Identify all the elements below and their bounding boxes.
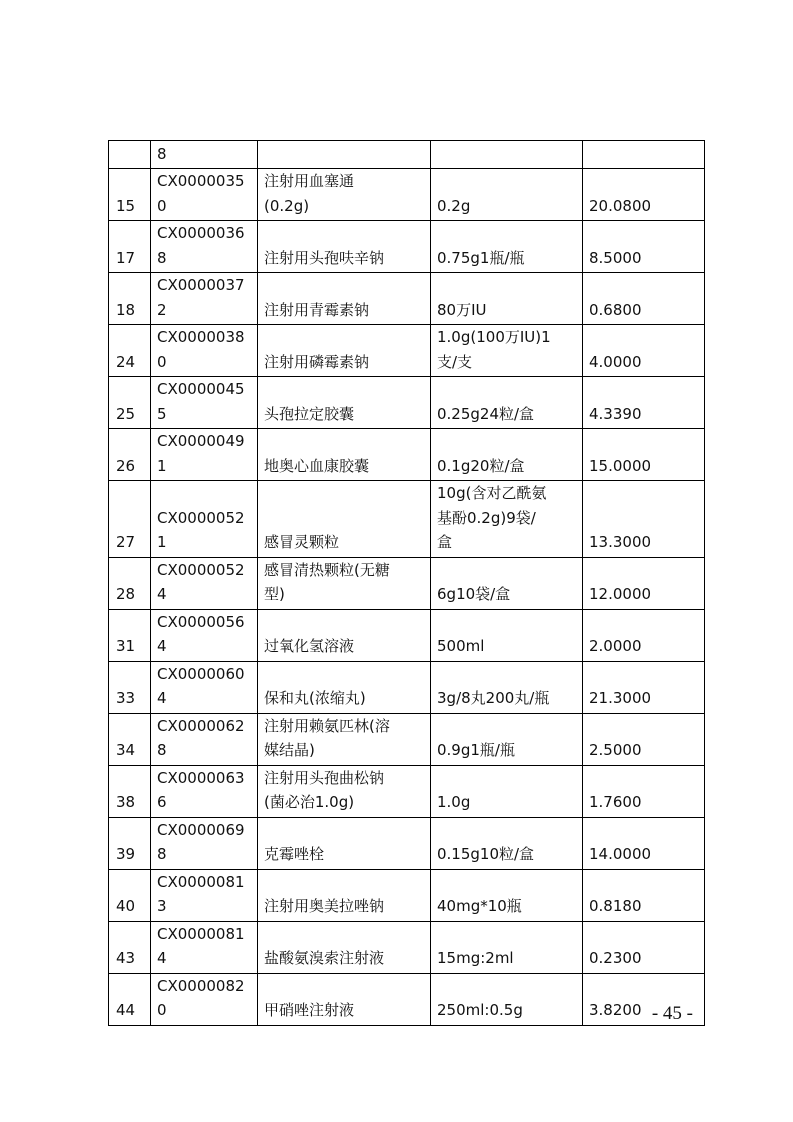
drug-code-cell [151,429,258,481]
drug-name-cell [258,273,431,325]
drug-name-cell [258,765,431,817]
price-cell: 4.0000 [583,325,705,377]
table-row [109,169,705,221]
drug-name-cell [258,557,431,609]
row-number-cell: 26 [109,429,151,481]
drug-code-cell [151,273,258,325]
spec-line: 0.2g [437,196,471,215]
price-cell: 4.3390 [583,377,705,429]
row-number-cell: 17 [109,221,151,273]
drug-code-cell [151,221,258,273]
spec-line: 盒 [437,533,453,551]
drug-name-cell [258,713,431,765]
row-number-cell: 25 [109,377,151,429]
drug-name-line: 注射用磷霉素钠 [264,352,370,371]
drug-code-cell [151,765,258,817]
drug-name-cell [258,429,431,481]
drug-name-line: 注射用赖氨匹林(溶 [264,716,390,735]
drug-name-cell [258,661,431,713]
table-body [109,141,705,1026]
drug-name-line: (菌必治1.0g) [264,793,355,811]
table-row [109,221,705,273]
drug-code-line: CX0000081 [157,924,245,943]
drug-name-line: 保和丸(浓缩丸) [264,689,366,707]
spec-cell [431,377,583,429]
spec-cell [431,817,583,869]
drug-code-line: CX0000056 [157,612,245,631]
table-row [109,273,705,325]
table-row [109,713,705,765]
drug-code-line: CX0000063 [157,768,245,787]
table-row [109,481,705,558]
spec-line: 1.0g(100万IU)1 [437,328,551,346]
drug-code-line: 1 [157,533,167,551]
spec-cell [431,429,583,481]
table-row-continued [109,141,705,169]
table-row [109,765,705,817]
drug-code-line: 1 [157,456,167,475]
drug-code-line: CX0000049 [157,432,245,450]
drug-name-line: 克霉唑栓 [264,845,325,863]
spec-line: 500ml [437,637,485,655]
drug-code-line: CX0000069 [157,820,245,839]
drug-name-cell [258,221,431,273]
drug-code-line: CX0000038 [157,328,245,346]
row-number-cell: 24 [109,325,151,377]
drug-name-line: 盐酸氨溴索注射液 [264,949,385,967]
row-number-cell: 40 [109,869,151,921]
row-number-cell: 18 [109,273,151,325]
price-cell: 0.2300 [583,921,705,973]
drug-code-line: CX0000045 [157,380,245,398]
row-number-cell: 44 [109,973,151,1025]
drug-name-line: 甲硝唑注射液 [264,1001,355,1019]
drug-code-cell [151,169,258,221]
spec-cell [431,221,583,273]
price-cell: 15.0000 [583,429,705,481]
row-number-cell [109,141,151,169]
row-number-cell: 39 [109,817,151,869]
drug-code-line: CX0000081 [157,872,245,891]
drug-code-line: 4 [157,949,167,967]
drug-name-line: 过氧化氢溶液 [264,637,355,655]
price-cell: 12.0000 [583,557,705,609]
table-row [109,973,705,1025]
spec-cell [431,557,583,609]
price-cell [583,141,705,169]
drug-name-cell [258,869,431,921]
drug-name-line: 注射用头孢曲松钠 [264,768,385,787]
drug-code-line: 8 [157,248,167,267]
drug-name-line: 媒结晶) [264,741,315,759]
spec-cell [431,273,583,325]
drug-name-cell [258,325,431,377]
drug-name-line: 注射用奥美拉唑钠 [264,897,385,915]
drug-code-line: 0 [157,352,167,371]
table-row [109,557,705,609]
drug-code-line: CX0000062 [157,716,245,735]
drug-code-line: 0 [157,1001,167,1019]
spec-cell [431,481,583,558]
drug-code-cell [151,921,258,973]
price-cell: 14.0000 [583,817,705,869]
drug-name-line: 感冒清热颗粒(无糖 [264,560,390,579]
table-row [109,429,705,481]
drug-code-cell [151,817,258,869]
page-number: - 45 - [651,1003,693,1024]
row-number-cell: 28 [109,557,151,609]
drug-code-cell [151,661,258,713]
drug-name-cell [258,817,431,869]
spec-line: 3g/8丸200丸/瓶 [437,689,550,707]
drug-name-cell [258,921,431,973]
drug-code-cell [151,869,258,921]
drug-code-line: 4 [157,585,167,603]
drug-code-line: CX0000082 [157,976,245,995]
spec-cell [431,765,583,817]
drug-code-cell [151,557,258,609]
drug-code-line: 0 [157,196,167,215]
spec-line: 0.1g20粒/盒 [437,456,525,475]
drug-code-cell: 8 [151,141,258,169]
drug-code-line: CX0000060 [157,664,245,683]
spec-cell [431,869,583,921]
spec-line: 支/支 [437,352,473,371]
spec-line: 250ml:0.5g [437,1001,523,1019]
spec-cell [431,921,583,973]
drug-code-line: 8 [157,741,167,759]
spec-line: 0.25g24粒/盒 [437,404,535,423]
spec-cell [431,325,583,377]
spec-cell [431,141,583,169]
drug-name-line: 型) [264,585,285,603]
row-number-cell: 27 [109,481,151,558]
spec-cell [431,609,583,661]
spec-line: 0.75g1瓶/瓶 [437,248,525,267]
drug-code-line: CX0000052 [157,508,245,527]
price-cell: 3.8200 [583,973,705,1025]
row-number-cell: 15 [109,169,151,221]
spec-cell [431,713,583,765]
drug-code-cell [151,609,258,661]
spec-line: 10g(含对乙酰氨 [437,484,547,502]
spec-line: 0.9g1瓶/瓶 [437,741,515,759]
drug-price-table [108,140,705,1026]
drug-name-line: 注射用头孢呋辛钠 [264,248,385,267]
price-cell: 21.3000 [583,661,705,713]
drug-code-line: CX0000035 [157,172,245,190]
drug-name-line: 地奥心血康胶囊 [264,456,370,475]
drug-name-cell [258,377,431,429]
table-row [109,661,705,713]
drug-name-line: 头孢拉定胶囊 [264,404,355,423]
spec-cell [431,661,583,713]
price-cell: 2.0000 [583,609,705,661]
drug-code-line: 4 [157,637,167,655]
spec-line: 80万IU [437,300,487,319]
table-row [109,325,705,377]
row-number-cell: 43 [109,921,151,973]
price-cell: 0.6800 [583,273,705,325]
drug-name-cell [258,481,431,558]
drug-code-line: 3 [157,897,167,915]
row-number-cell: 33 [109,661,151,713]
drug-name-cell [258,973,431,1025]
drug-code-line: 2 [157,300,167,319]
drug-code-cell [151,377,258,429]
drug-code-line: 5 [157,404,167,423]
drug-name-line: 感冒灵颗粒 [264,533,340,551]
drug-name-line: 注射用血塞通 [264,172,355,190]
table-row [109,921,705,973]
drug-name-cell [258,609,431,661]
row-number-cell: 31 [109,609,151,661]
spec-line: 15mg:2ml [437,949,514,967]
price-cell: 2.5000 [583,713,705,765]
price-cell: 0.8180 [583,869,705,921]
drug-code-line: CX0000052 [157,560,245,579]
drug-code-cell [151,481,258,558]
row-number-cell: 34 [109,713,151,765]
spec-line: 基酚0.2g)9袋/ [437,508,536,527]
spec-cell [431,169,583,221]
table-row [109,869,705,921]
price-cell: 1.7600 [583,765,705,817]
drug-code-cell [151,713,258,765]
table-row [109,377,705,429]
spec-line: 40mg*10瓶 [437,897,522,915]
drug-code-line: CX0000037 [157,276,245,294]
drug-code-cell [151,325,258,377]
drug-code-line: 8 [157,845,167,863]
price-cell: 20.0800 [583,169,705,221]
spec-line: 1.0g [437,793,471,811]
price-cell: 13.3000 [583,481,705,558]
spec-line: 6g10袋/盒 [437,585,511,603]
drug-name-line: 注射用青霉素钠 [264,300,370,319]
drug-name-line: (0.2g) [264,196,310,215]
drug-code-line: 4 [157,689,167,707]
drug-code-cell [151,973,258,1025]
drug-code-line: 6 [157,793,167,811]
table-row [109,817,705,869]
spec-line: 0.15g10粒/盒 [437,845,535,863]
price-cell: 8.5000 [583,221,705,273]
row-number-cell: 38 [109,765,151,817]
drug-name-cell [258,141,431,169]
drug-name-cell [258,169,431,221]
spec-cell [431,973,583,1025]
drug-code-line: CX0000036 [157,224,245,242]
table-row [109,609,705,661]
